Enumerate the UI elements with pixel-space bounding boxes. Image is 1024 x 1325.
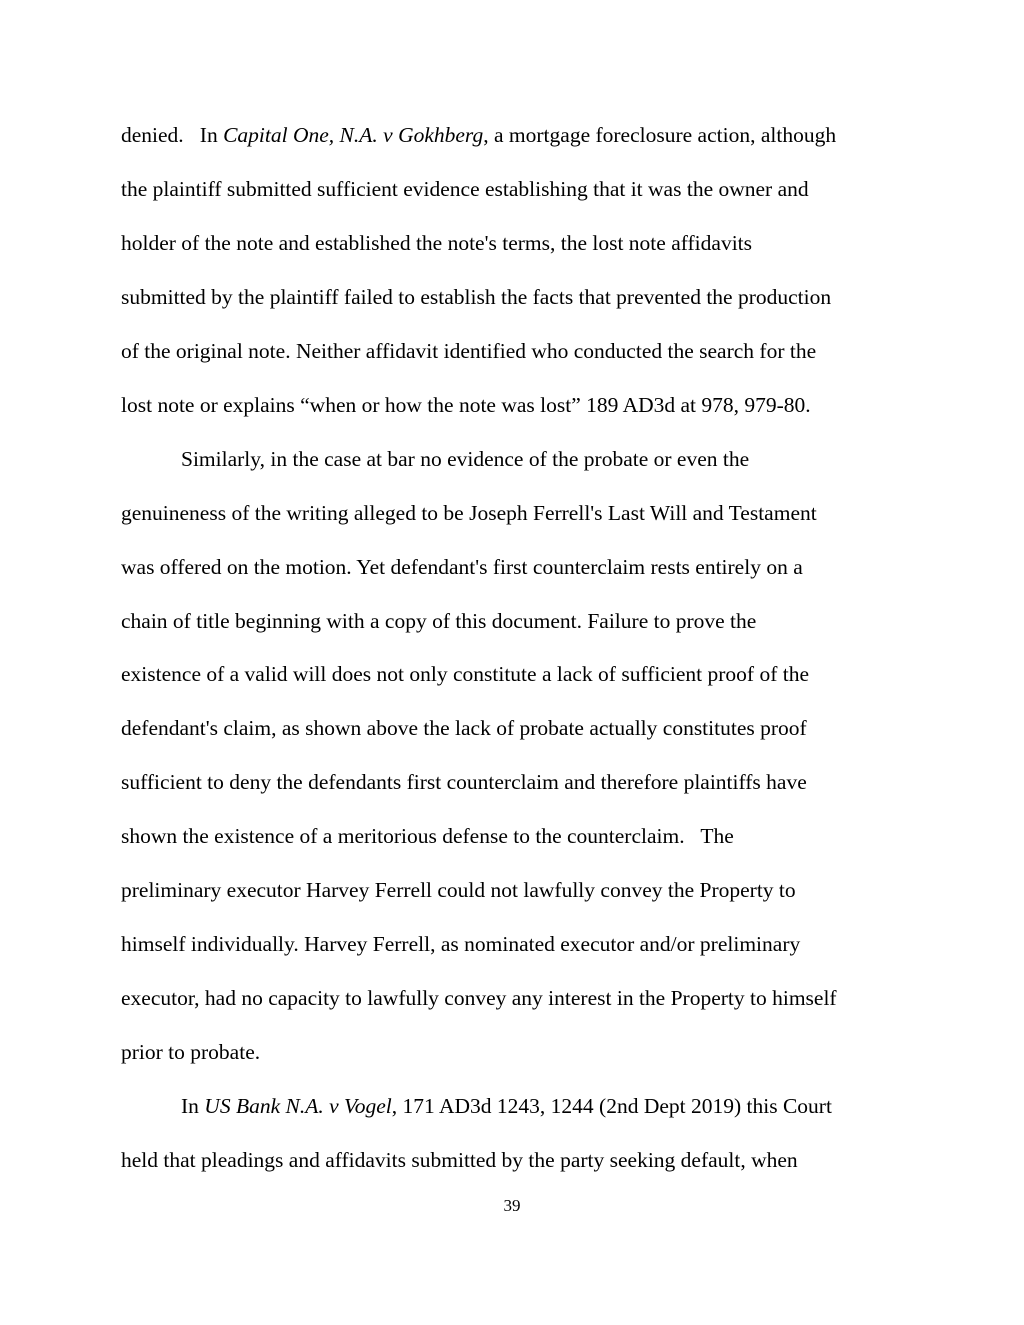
paragraph-2-line-10: [121, 929, 800, 959]
text-run: sufficient to deny the defendants first counterclaim and therefore plaintiffs have: [121, 770, 807, 794]
text-run: held that pleadings and affidavits submitted by the party seeking default, when: [121, 1148, 798, 1172]
paragraph-2-line-4: [121, 606, 756, 636]
paragraph-1-line-3: [121, 228, 752, 258]
text-run: of the original note. Neither affidavit identified who conducted the search for the: [121, 339, 817, 363]
text-run: existence of a valid will does not only constitute a lack of sufficient proof of the: [121, 662, 810, 686]
paragraph-2-line-11: [121, 983, 837, 1013]
paragraph-2-line-2: [121, 498, 817, 528]
paragraph-3-line-2: [121, 1145, 798, 1175]
text-run: , 171 AD3d 1243, 1244 (2nd Dept 2019) this Court: [391, 1094, 832, 1118]
text-run: lost note or explains “when or how the note was lost” 189 AD3d at 978, 979-80.: [121, 393, 811, 417]
text-run: defendant's claim, as shown above the lack of probate actually constitutes proof: [121, 716, 807, 740]
text-run: preliminary executor Harvey Ferrell could not lawfully convey the Property to: [121, 878, 796, 902]
text-run: the plaintiff submitted sufficient evidence establishing that it was the owner and: [121, 177, 809, 201]
paragraph-2-line-8: [121, 821, 734, 851]
text-run: , a mortgage foreclosure action, although: [483, 123, 837, 147]
text-run: prior to probate.: [121, 1040, 261, 1064]
text-run: himself individually. Harvey Ferrell, as nominated executor and/or preliminary: [121, 932, 801, 956]
paragraph-2-line-12: [121, 1037, 260, 1067]
page-number: 39: [503, 1196, 521, 1215]
text-run: executor, had no capacity to lawfully convey any interest in the Property to himself: [121, 986, 837, 1010]
text-run: genuineness of the writing alleged to be Joseph Ferrell's Last Will and Testament: [121, 501, 817, 525]
paragraph-2-line-3: [121, 552, 803, 582]
text-run: holder of the note and established the note's terms, the lost note affidavits: [121, 231, 753, 255]
text-run: chain of title beginning with a copy of this document. Failure to prove the: [121, 609, 757, 633]
paragraph-1-line-4: [121, 282, 831, 312]
case-citation-us-bank: US Bank N.A. v Vogel: [204, 1094, 392, 1118]
text-run: shown the existence of a meritorious defense to the counterclaim. The: [121, 824, 734, 848]
paragraph-2-line-5: [121, 659, 809, 689]
paragraph-1-line-1: [121, 120, 836, 150]
paragraph-2-line-1: [181, 444, 749, 474]
text-run: was offered on the motion. Yet defendant's first counterclaim rests entirely on a: [121, 555, 803, 579]
paragraph-1-line-2: [121, 174, 809, 204]
text-run: denied. In: [121, 123, 224, 147]
text-run: submitted by the plaintiff failed to establish the facts that prevented the production: [121, 285, 832, 309]
text-run: In: [181, 1094, 205, 1118]
paragraph-1-line-6: [121, 390, 811, 420]
paragraph-2-line-9: [121, 875, 796, 905]
text-run: Similarly, in the case at bar no evidence of the probate or even the: [181, 447, 750, 471]
paragraph-1-line-5: [121, 336, 816, 366]
paragraph-2-line-7: [121, 767, 807, 797]
paragraph-2-line-6: [121, 713, 807, 743]
paragraph-3-line-1: [181, 1091, 832, 1121]
case-citation-capital-one: Capital One, N.A. v Gokhberg: [223, 123, 484, 147]
